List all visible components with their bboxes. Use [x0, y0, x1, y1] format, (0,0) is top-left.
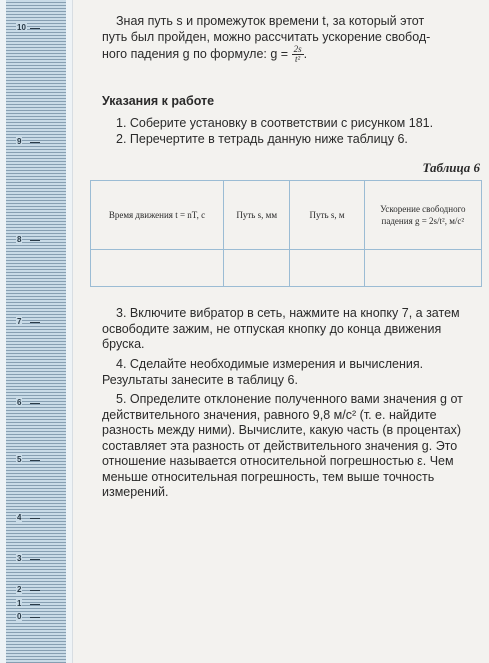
ruler-tick-mark [30, 559, 40, 560]
ruler-tick-mark [30, 403, 40, 404]
ruler-tick-mark [30, 604, 40, 605]
textbook-page [90, 0, 482, 663]
table-caption: Таблица 6 [422, 160, 480, 175]
ruler-tick-label: 9 [17, 137, 22, 146]
intro-line-3-suffix: . [303, 46, 308, 61]
header-path-m: Путь s, м [290, 181, 364, 250]
header-acceleration: Ускорение свободного падения g = 2s/t², м/с² [364, 181, 481, 250]
step-4-text: 4. Сделайте необходимые измерения и вычисления. Результаты занесите в таблицу 6. [102, 357, 424, 387]
ruler-tick-label: 3 [17, 554, 22, 563]
table-header-row [91, 181, 482, 250]
ruler-tick-mark [30, 28, 40, 29]
table-row [91, 250, 482, 287]
header-time: Время движения t = nT, с [91, 181, 224, 250]
formula-numerator: 2s [293, 44, 302, 54]
intro-line-3-prefix: ного падения g по формуле: g = [102, 46, 292, 61]
step-3 [102, 306, 482, 353]
ruler-tick-mark [30, 142, 40, 143]
ruler-tick-label: 1 [17, 599, 22, 608]
ruler-tick-mark [30, 460, 40, 461]
formula-fraction [292, 45, 304, 64]
ruler-tick-label: 10 [17, 23, 26, 32]
table-cell [223, 250, 289, 287]
ticker-tape [6, 0, 66, 663]
table-cell [290, 250, 364, 287]
intro-line-3 [102, 45, 482, 64]
step-5 [102, 392, 482, 501]
instruction-item-1: 1. Соберите установку в соответствии с рисунком 181. [116, 116, 434, 130]
ruler-tick-label: 0 [17, 612, 22, 621]
intro-paragraph [102, 14, 482, 64]
ruler-tick-mark [30, 322, 40, 323]
ruler-tick-label: 2 [17, 585, 22, 594]
ruler-tick-label: 5 [17, 455, 22, 464]
results-table [90, 180, 482, 287]
ruler-tick-label: 6 [17, 398, 22, 407]
table-cell [364, 250, 481, 287]
ruler-tick-label: 4 [17, 513, 22, 522]
table-cell [91, 250, 224, 287]
formula-denominator: t² [294, 54, 301, 64]
ruler-tick-label: 8 [17, 235, 22, 244]
intro-line-1: Зная путь s и промежуток времени t, за который этот [116, 14, 425, 28]
step-4 [102, 357, 482, 388]
intro-line-2: путь был пройден, можно рассчитать ускорение свобод- [102, 29, 431, 44]
header-path-mm: Путь s, мм [223, 181, 289, 250]
ruler-strip [0, 0, 73, 663]
ruler-tick-mark [30, 617, 40, 618]
step-3-text: 3. Включите вибратор в сеть, нажмите на кнопку 7, а затем освободите зажим, не отпуская кнопку до конца движения бруска. [102, 306, 460, 351]
ruler-tick-label: 7 [17, 317, 22, 326]
ruler-tick-mark [30, 240, 40, 241]
ruler-tick-mark [30, 518, 40, 519]
ruler-tick-mark [30, 590, 40, 591]
instructions-heading: Указания к работе [102, 94, 215, 108]
instruction-item-2: 2. Перечертите в тетрадь данную ниже таблицу 6. [116, 132, 408, 146]
step-5-text: 5. Определите отклонение полученного вами значения g от действительного значения, равного 9,8 м/с² (т. е. найдите разность между ними). Вычислите, какую часть (в процентах) составляет эта разность от действительного значения g. Это отношение называется относительной погрешностью ε. Чем меньше относительная погрешность, тем выше точность измерений. [102, 392, 463, 499]
